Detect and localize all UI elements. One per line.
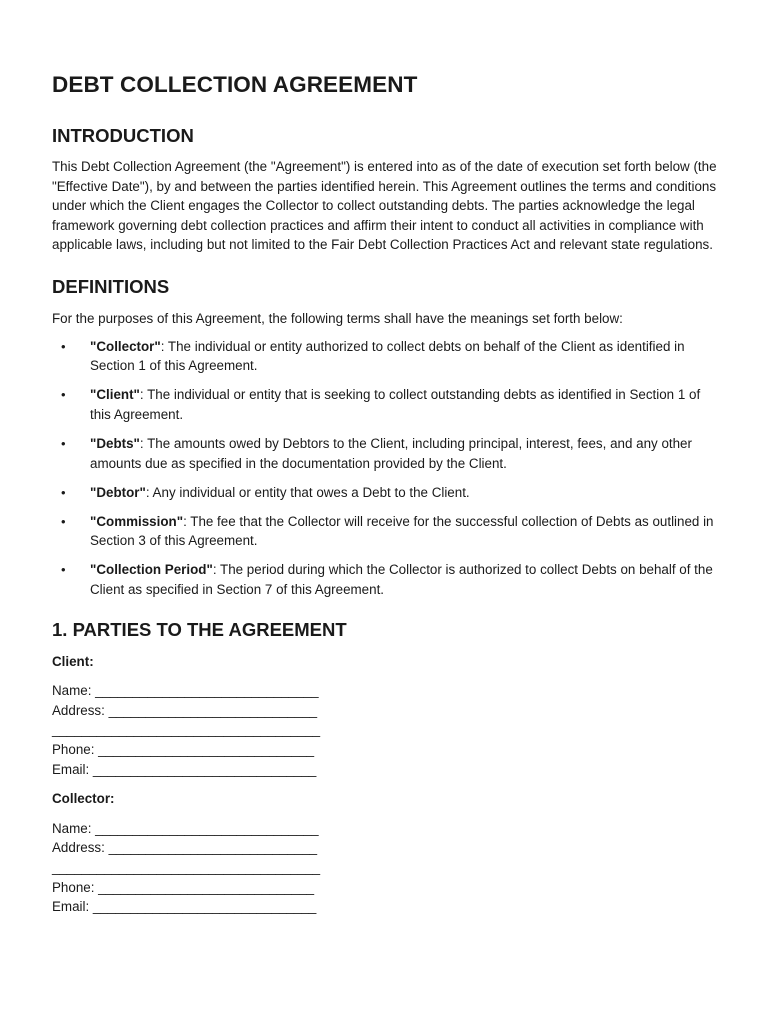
client-address-field[interactable]: Address: ____________________________: [52, 702, 318, 718]
collector-fields: [52, 819, 724, 917]
definition-term: "Collector": [90, 338, 161, 354]
definition-term: "Debtor": [90, 484, 146, 500]
collector-email-field[interactable]: Email: ______________________________: [52, 899, 317, 915]
definition-item: [52, 483, 724, 503]
bullet-icon: •: [61, 435, 66, 451]
definitions-heading: DEFINITIONS: [52, 275, 170, 297]
introduction-heading: INTRODUCTION: [52, 125, 194, 146]
definition-term: "Commission": [90, 513, 184, 529]
definition-item: [52, 512, 724, 551]
definition-text: : Any individual or entity that owes a Debt to the Client.: [145, 484, 470, 500]
bullet-icon: •: [61, 484, 66, 500]
collector-address-line2[interactable]: ____________________________________: [52, 859, 321, 875]
client-address-line2[interactable]: ____________________________________: [52, 722, 321, 738]
bullet-icon: •: [61, 387, 66, 403]
collector-address-field[interactable]: Address: ____________________________: [52, 840, 318, 856]
definition-term: "Client": [90, 387, 140, 403]
definition-text: : The fee that the Collector will receive for the successful collection of Debts as outlined in Section 3 of this Agreement.: [90, 513, 714, 549]
definition-text: : The amounts owed by Debtors to the Client, including principal, interest, fees, and any other amounts due as specified in the documentation provided by the Client.: [90, 435, 692, 471]
definition-item: [52, 434, 724, 473]
definitions-lead: For the purposes of this Agreement, the following terms shall have the meanings set forth below:: [52, 310, 623, 326]
document-title: DEBT COLLECTION AGREEMENT: [52, 72, 418, 97]
client-label: Client:: [52, 653, 94, 669]
introduction-paragraph: This Debt Collection Agreement (the "Agreement") is entered into as of the date of execution set forth below (the "Effective Date"), by and between the parties identified herein. This Agreement outlines the terms and conditions under which the Client engages the Collector to collect outstanding debts. The parties acknowledge the legal framework governing debt collection practices and affirm their intent to conduct all activities in compliance with applicable laws, including but not limited to the Fair Debt Collection Practices Act and relevant state regulations.: [52, 159, 717, 253]
definition-term: "Debts": [90, 435, 140, 451]
parties-heading: 1. PARTIES TO THE AGREEMENT: [52, 618, 347, 640]
bullet-icon: •: [61, 513, 66, 529]
bullet-icon: •: [61, 562, 66, 578]
bullet-icon: •: [61, 338, 66, 354]
collector-phone-field[interactable]: Phone: _____________________________: [52, 879, 315, 895]
collector-label: Collector:: [52, 791, 115, 807]
client-name-field[interactable]: Name: ______________________________: [52, 683, 319, 699]
collector-name-field[interactable]: Name: ______________________________: [52, 820, 319, 836]
definition-term: "Collection Period": [90, 562, 213, 578]
definition-item: [52, 337, 724, 376]
definition-text: : The individual or entity authorized to collect debts on behalf of the Client as identified in Section 1 of this Agreement.: [90, 338, 685, 374]
definition-text: : The period during which the Collector is authorized to collect Debts on behalf of the Client as specified in Section 7 of this Agreement.: [90, 562, 713, 597]
definition-item: [52, 385, 724, 424]
client-fields: [52, 681, 724, 779]
client-email-field[interactable]: Email: ______________________________: [52, 761, 317, 777]
document-page: [52, 68, 724, 917]
definition-text: : The individual or entity that is seeking to collect outstanding debts as identified in Section 1 of this Agreement.: [90, 387, 701, 422]
definitions-list: [52, 337, 724, 600]
definition-item: [52, 560, 724, 599]
client-phone-field[interactable]: Phone: _____________________________: [52, 741, 315, 757]
